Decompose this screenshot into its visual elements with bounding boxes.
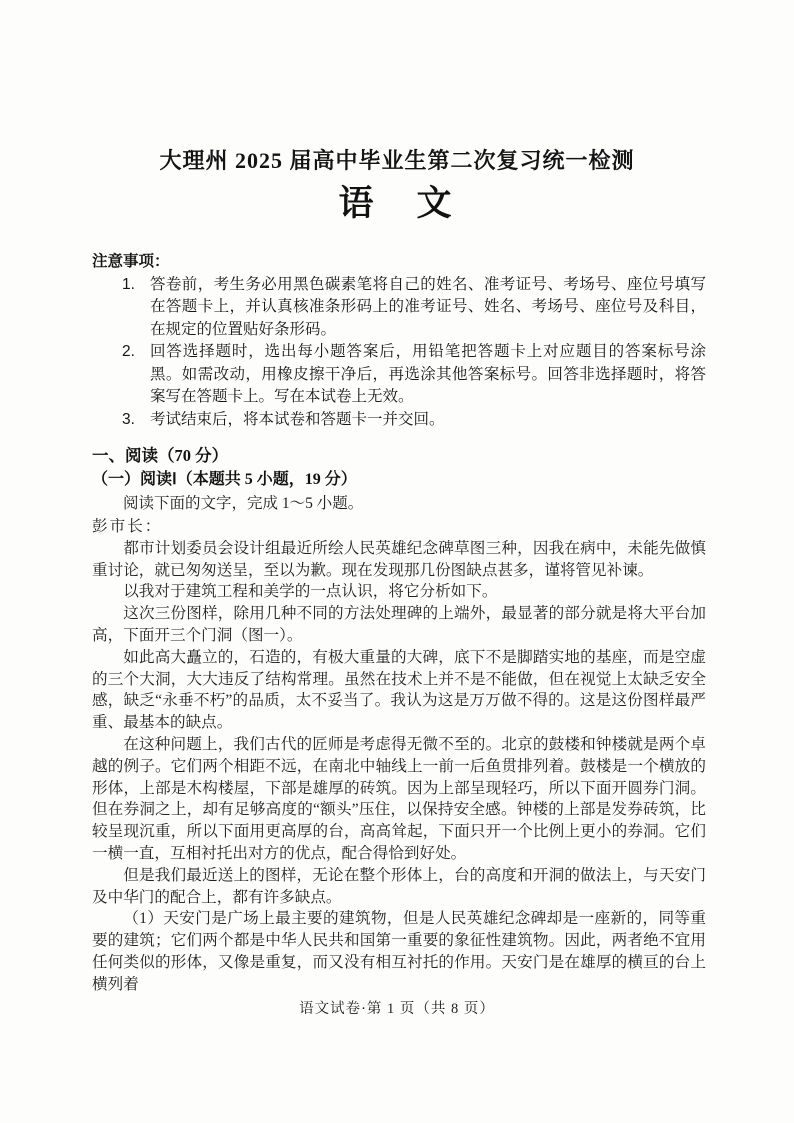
page-footer: 语文试卷·第 1 页（共 8 页） xyxy=(299,1001,495,1017)
letter-paragraph: 在这种问题上，我们古代的匠师是考虑得无微不至的。北京的鼓楼和钟楼就是两个卓越的例子。它们两个相距不远，在南北中轴线上一前一后鱼贯排列着。鼓楼是一个横放的形体，上部是木构楼屋，下部是雄厚的砖筑。因为上部呈现轻巧，所以下面开圆券门洞。但在券洞之上，却有足够高度的“额头”压住，以保持安全感。钟楼的上部是发券砖筑，比较呈现沉重，所以下面用更高厚的台，高高耸起，下面只开一个比例上更小的券洞。它们一横一直，互相衬托出对方的优点，配合得恰到好处。 xyxy=(92,735,706,862)
notice-item-text: 答卷前，考生务必用黑色碳素笔将自己的姓名、准考证号、考场号、座位号填写在答题卡上，并认真核准条形码上的准考证号、姓名、考场号、座位号及科目，在规定的位置贴好条形码。 xyxy=(150,275,706,338)
letter-paragraph: 这次三份图样，除用几种不同的方法处理碑的上端外，最显著的部分就是将大平台加高，下面开三个门洞（图一）。 xyxy=(92,605,706,644)
subsection-heading-reading-1: （一）阅读Ⅰ（本题共 5 小题，19 分） xyxy=(92,471,357,488)
notice-section xyxy=(92,251,706,431)
notice-item xyxy=(92,409,706,432)
letter-paragraph: 但是我们最近送上的图样，无论在整个形体上，台的高度和开洞的做法上，与天安门及中华门的配合上，都有许多缺点。 xyxy=(92,866,706,906)
section-heading-reading: 一、阅读（70 分） xyxy=(92,446,229,465)
notice-item xyxy=(92,274,706,342)
notice-item xyxy=(92,341,706,409)
notice-item-number: 2. xyxy=(122,343,135,360)
letter-paragraph: （1）天安门是广场上最主要的建筑物，但是人民英雄纪念碑却是一座新的，同等重要的建筑；它们两个都是中华人民共和国第一重要的象征性建筑物。因此，两者绝不宜用任何类似的形体，又像是重复，而又没有相互衬托的作用。天安门是在雄厚的横亘的台上横列着 xyxy=(92,910,706,993)
notice-item-number: 1. xyxy=(122,275,135,293)
page-content xyxy=(92,251,706,996)
exam-title: 大理州 2025 届高中毕业生第二次复习统一检测 xyxy=(159,148,635,173)
notice-item-text: 考试结束后，将本试卷和答题卡一并交回。 xyxy=(150,410,445,428)
letter-paragraph: 以我对于建筑工程和美学的一点认识，将它分析如下。 xyxy=(123,583,498,601)
subject-title: 语 文 xyxy=(338,184,456,223)
letter-body xyxy=(92,516,706,996)
notice-item-text: 回答选择题时，选出每小题答案后，用铅笔把答题卡上对应题目的答案标号涂黑。如需改动，用橡皮擦干净后，再选涂其他答案标号。回答非选择题时，将答案写在答题卡上。写在本试卷上无效。 xyxy=(150,343,706,405)
letter-paragraph: 如此高大矗立的，石造的，有极大重量的大碑，底下不是脚踏实地的基座，而是空虚的三个大洞，大大违反了结构常理。虽然在技术上并不是不能做，但在视觉上太缺乏安全感，缺乏“永垂不朽”的品质，太不妥当了。我认为这是万万做不得的。这是这份图样最严重、最基本的缺点。 xyxy=(92,648,706,732)
notice-heading: 注意事项： xyxy=(92,253,170,270)
letter-salutation: 彭市长： xyxy=(92,518,163,535)
letter-paragraph: 都市计划委员会设计组最近所绘人民英雄纪念碑草图三种，因我在病中，未能先做慎重讨论，就已匆匆送呈，至以为歉。现在发现那几份图缺点甚多，谨将管见补谏。 xyxy=(92,539,706,579)
notice-item-number: 3. xyxy=(122,410,135,428)
reading-instruction: 阅读下面的文字，完成 1～5 小题。 xyxy=(123,495,364,512)
